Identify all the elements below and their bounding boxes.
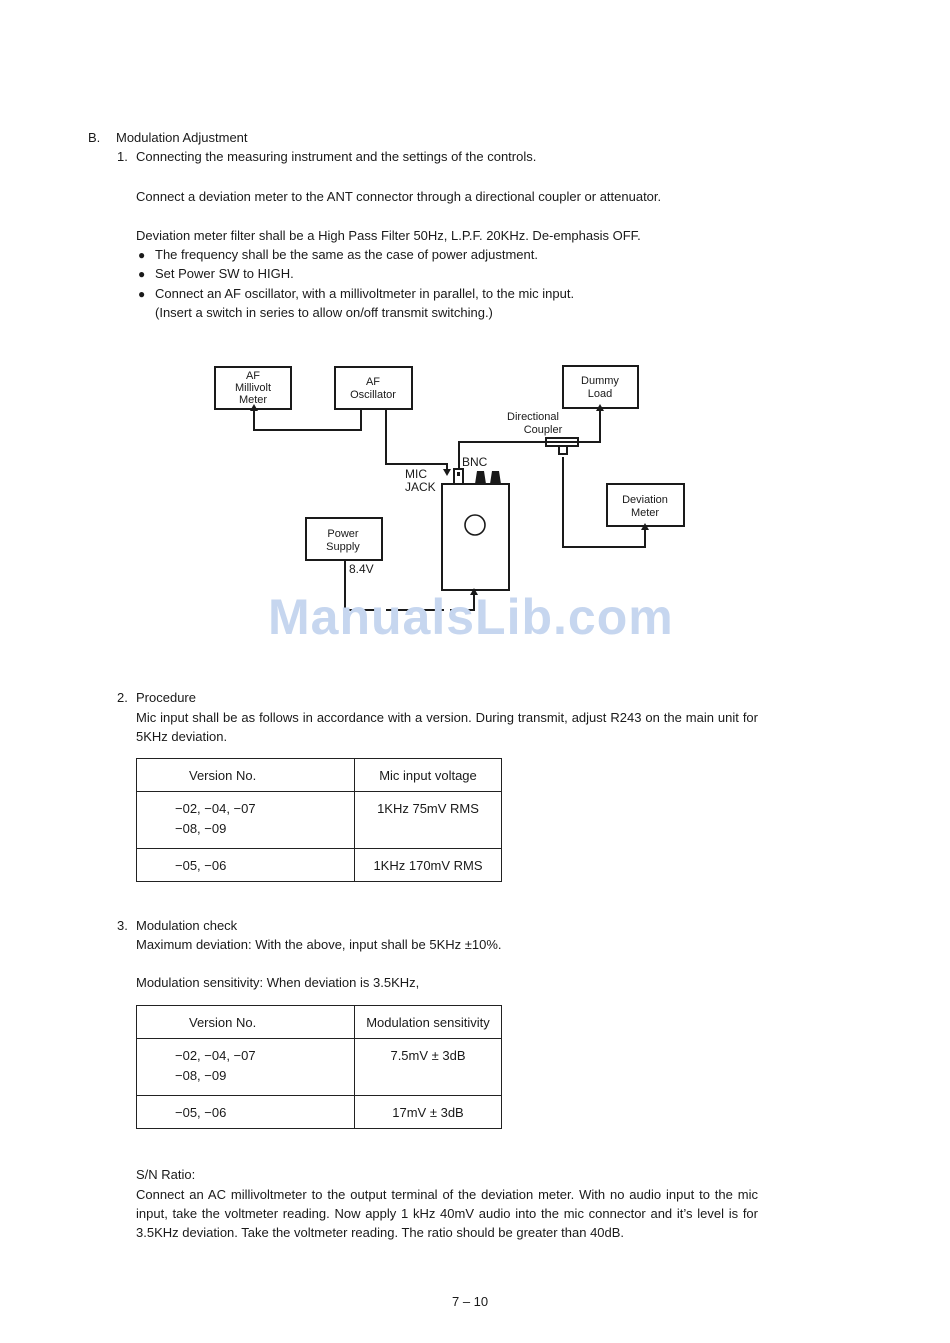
sensitivity-intro: Modulation sensitivity: When deviation is 3.5KHz, <box>136 975 420 990</box>
dummy-load-box <box>563 366 638 408</box>
watermark: ManualsLib.com <box>268 589 674 645</box>
af-oscillator-label-2: Oscillator <box>350 389 396 401</box>
bullet-dot: ● <box>138 248 146 262</box>
table-row <box>137 792 502 849</box>
version-line: −02, −04, −07 <box>175 1048 256 1063</box>
deviation-meter-label-2: Meter <box>630 507 660 519</box>
jack-label: JACK <box>405 480 436 494</box>
knob-icon <box>490 471 501 484</box>
wire-meter-oscillator <box>254 409 361 430</box>
mic-label: MIC <box>405 467 427 481</box>
table-header-value: Modulation sensitivity <box>355 1006 502 1039</box>
table-row <box>137 1096 502 1129</box>
wire-coupler-load <box>573 408 600 442</box>
table-cell-version: −05, −06 <box>137 849 355 882</box>
radio-unit-body <box>442 484 509 590</box>
knob-icon <box>475 471 486 484</box>
max-deviation-text: Maximum deviation: With the above, input shall be 5KHz ±10%. <box>136 937 502 952</box>
deviation-meter-label-1: Deviation <box>622 494 668 506</box>
step2-number: 2. <box>117 690 128 705</box>
af-oscillator-label-1: AF <box>365 376 381 388</box>
table-header-row <box>137 1006 502 1039</box>
sn-text: Connect an AC millivoltmeter to the output terminal of the deviation meter. With no audio input to the mic input, take the voltmeter reading. Now apply 1 kHz 40mV audio into the mic connector and it’s level is for 3.5KHz deviation. Take the voltmeter reading. The ratio should be greater than 40dB. <box>136 1187 758 1240</box>
version-line: −08, −09 <box>175 821 227 836</box>
table-cell-version <box>137 792 355 849</box>
speaker-icon <box>465 515 485 535</box>
bnc-label: BNC <box>462 455 488 469</box>
table-cell-value: 1KHz 75mV RMS <box>355 792 502 849</box>
sn-title: S/N Ratio: <box>136 1167 196 1182</box>
step3-title: Modulation check <box>136 918 238 933</box>
step2-title: Procedure <box>136 690 196 705</box>
table-cell-value: 1KHz 170mV RMS <box>355 849 502 882</box>
mic-input-table <box>136 758 502 882</box>
bullet-item-1: The frequency shall be the same as the case of power adjustment. <box>155 247 538 262</box>
af-millivolt-label-2: Millivolt <box>234 382 272 394</box>
coupler-label-2: Coupler <box>523 424 563 436</box>
table-cell-value: 7.5mV ± 3dB <box>355 1039 502 1096</box>
af-oscillator-box <box>335 367 412 409</box>
step3-number: 3. <box>117 918 128 933</box>
coupler-label-1: Directional <box>507 411 559 423</box>
power-supply-label-1: Power <box>327 528 359 540</box>
table-cell-version <box>137 1039 355 1096</box>
step1-para1: Connect a deviation meter to the ANT connector through a directional coupler or attenuator. <box>136 189 662 204</box>
power-supply-label-2: Supply <box>326 541 360 553</box>
section-label: B. <box>88 130 101 145</box>
bullet-dot: ● <box>138 287 146 301</box>
af-millivolt-label-3: Meter <box>238 394 268 406</box>
table-header-value: Mic input voltage <box>355 759 502 792</box>
section-title: Modulation Adjustment <box>116 130 248 145</box>
dummy-load-label-1: Dummy <box>581 375 619 387</box>
table-header-version: Version No. <box>137 759 355 792</box>
bnc-connector <box>454 469 463 484</box>
table-row <box>137 849 502 882</box>
bullet-item-2: Set Power SW to HIGH. <box>155 266 294 281</box>
voltage-label: 8.4V <box>349 562 374 576</box>
dummy-load-label-2: Load <box>587 388 613 400</box>
af-millivolt-label-1: AF <box>245 370 261 382</box>
wire-oscillator-mic <box>386 409 447 472</box>
bullet-note: (Insert a switch in series to allow on/off transmit switching.) <box>155 305 493 320</box>
step1-title: Connecting the measuring instrument and the settings of the controls. <box>136 149 537 164</box>
table-header-version: Version No. <box>137 1006 355 1039</box>
page-number: 7 – 10 <box>452 1294 489 1309</box>
table-header-row <box>137 759 502 792</box>
step1-number: 1. <box>117 149 128 164</box>
step2-text: Mic input shall be as follows in accordance with a version. During transmit, adjust R243 on the main unit for 5KHz deviation. <box>136 710 758 744</box>
sensitivity-table <box>136 1005 502 1129</box>
bullet-item-3: Connect an AF oscillator, with a millivoltmeter in parallel, to the mic input. <box>155 286 575 301</box>
version-line: −08, −09 <box>175 1068 227 1083</box>
version-line: −02, −04, −07 <box>175 801 256 816</box>
table-row <box>137 1039 502 1096</box>
step1-para2: Deviation meter filter shall be a High Pass Filter 50Hz, L.P.F. 20KHz. De-emphasis OFF. <box>136 228 641 243</box>
bullet-dot: ● <box>138 267 146 281</box>
table-cell-version: −05, −06 <box>137 1096 355 1129</box>
table-cell-value: 17mV ± 3dB <box>355 1096 502 1129</box>
